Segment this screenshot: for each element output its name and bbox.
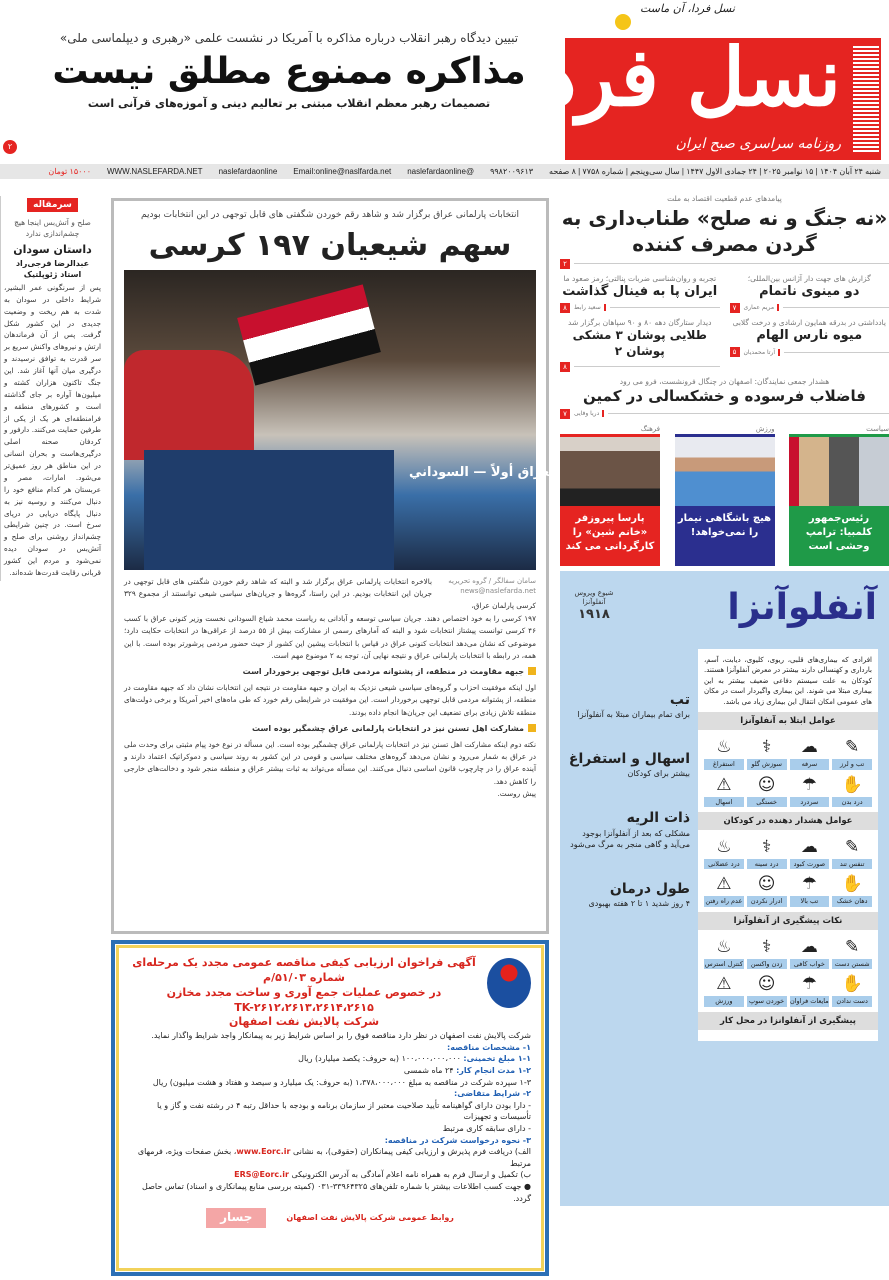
- grid-label: سردرد: [790, 797, 830, 807]
- grid-label: خستگی: [747, 797, 787, 807]
- side-text: برای تمام بیماران مبتلا به آنفلوآنزا: [577, 709, 690, 719]
- editorial-kicker: صلح و آتش‌بس اینجا هیچ چشم‌اندازی ندارد: [14, 218, 91, 239]
- grid-item: [704, 872, 744, 906]
- lead-story: [24, 30, 554, 110]
- price: ۱۵۰۰۰ تومان: [48, 167, 91, 176]
- right-column: [560, 194, 889, 1206]
- phone: ۹۹۸۲۰۰۹۶۱۳: [490, 167, 534, 176]
- card-caption: هیچ باشگاهی نیمار را نمی‌خواهد!: [675, 506, 775, 566]
- masthead-tagline: روزنامه سراسری صبح ایران: [675, 136, 841, 152]
- grid-label: دهان خشک: [832, 896, 872, 906]
- top-story-kicker: پیامدهای عدم قطعیت اقتصاد به ملت: [667, 194, 782, 203]
- pictogram-icon: ♨: [716, 737, 732, 758]
- grid-label: سرفه: [790, 759, 830, 769]
- grid-label: درد بدن: [832, 797, 872, 807]
- website-link[interactable]: WWW.NASLEFARDA.NET: [107, 167, 203, 176]
- page-badge: ۲: [560, 259, 570, 269]
- lead-kicker: تبیین دیدگاه رهبر انقلاب درباره مذاکره با آمریکا در نشست علمی «رهبری و دیپلماسی ملی»: [59, 31, 519, 45]
- tender-advertisement: [111, 940, 549, 1276]
- pictogram-icon: ✋: [841, 774, 863, 795]
- pictogram-icon: ☂: [801, 974, 817, 995]
- masthead-slogan: نسل فردا، آن ماست: [640, 2, 735, 15]
- editorial-title[interactable]: داستان سودان: [13, 242, 92, 256]
- editorial-author: عبدالرضا فرجی‌راد: [15, 258, 90, 268]
- grid-item: [747, 935, 787, 969]
- grid-label: کنترل استرس: [704, 959, 743, 968]
- grid-item: [832, 872, 872, 906]
- grid-item: [747, 835, 787, 869]
- page-badge: ۸: [560, 362, 570, 372]
- divider: [574, 366, 720, 367]
- card-photo: [789, 434, 889, 506]
- grid-item: [832, 935, 872, 969]
- grid-label: خوردن سوپ: [747, 996, 787, 1006]
- pictogram-icon: ⚕: [762, 737, 772, 758]
- teaser-card-politics[interactable]: [789, 424, 889, 566]
- story-headline[interactable]: میوه نارس الهام: [756, 328, 863, 344]
- side-note: [566, 880, 690, 909]
- infographic-title: آنفلوآنزا: [727, 586, 877, 628]
- grid-item: [704, 972, 744, 1006]
- byline-author: سامان سفالگر / گروه تحریریه: [448, 576, 536, 585]
- pictogram-icon: ✎: [845, 737, 860, 758]
- grid-item: [790, 735, 830, 769]
- story-author: مریم عماری: [744, 304, 780, 311]
- story-headline[interactable]: ایران پا به فینال گذاشت: [562, 284, 718, 299]
- warning-grid: [704, 835, 872, 907]
- lead-subheadline: تصمیمات رهبر معظم انقلاب مبتنی بر تعالیم دینی و آموزه‌های قرآنی است: [87, 97, 491, 111]
- grid-label: دست ندادن: [832, 996, 872, 1006]
- grid-item: [704, 735, 744, 769]
- story-kicker: تجربه و روان‌شناسی ضربات پنالتی؛ رمز صعود ما: [563, 273, 717, 283]
- grid-label: ادرار نکردن: [747, 896, 787, 906]
- body-paragraph: ۱۹۷ کرسی را به خود اختصاص دهند. جریان سیاسی توسعه و آبادانی به ریاست محمد شیاع السودانی نخست وزیر کنونی عراق با کسب ۴۶ کرسی توانست پیشتاز انتخابات شود و البته که آمارهای رسمی از مشارکت بیش از ۵۵ درصد از عراقی‌ها در انتخابات حکایت دارد؛ موضوعی که نشان می‌دهد انتخابات کنونی عراق در قیاس با انتخابات پیشین این کشور از حیث حضور مردمی پرشورتر بوده است. با این همه، در رابطه با انتخابات پارلمانی عراق و نتیجه نهایی آن، توجه به ۲ موضوع مهم است.: [124, 613, 536, 660]
- side-title: تب: [669, 691, 690, 708]
- ad-line: ، بخش صفحات ویژه، فرمهای مرتبط: [137, 1147, 531, 1168]
- red-car: [124, 350, 254, 460]
- pictogram-icon: ✋: [841, 974, 863, 995]
- influenza-infographic: [560, 571, 889, 1206]
- story-author: آرتا محمدیان: [744, 349, 781, 356]
- body-paragraph: نکته دوم اینکه مشارکت اهل تسنن نیز در انتخابات پارلمانی عراق چشمگیر بوده است. این مسأله در نوع خود پیام مثبتی برای وحدت ملی در عراق به شمار می‌رود و نشان می‌دهد گروه‌های مختلف سیاسی و قومی در این کشور به روند سیاسی و دموکراتیک اعتماد دارند و آینده عراق را در چارچوب قانون اساسی دنبال می‌کنند. این مسأله می‌تواند به ثبات بیشتر عراق و منطقه منجر شود و دخالت‌های خارجی را کاهش دهد.: [124, 739, 536, 786]
- grid-label: اسهال: [704, 797, 744, 807]
- section-heading: مشارکت اهل تسنن نیز در انتخابات پارلمانی عراق چشمگیر بوده است: [124, 722, 536, 736]
- ad-stamp: جسار: [206, 1208, 266, 1227]
- editorial-author-role: استاد ژئوپلتیک: [23, 269, 82, 279]
- grid-label: سوزش گلو: [747, 759, 787, 769]
- year-label: شیوع ویروس آنفلوآنزا: [574, 588, 614, 606]
- top-story-headline[interactable]: «نه جنگ و نه صلح» طناب‌داری به گردن مصرف کننده: [561, 205, 888, 256]
- page-number-badge: ۲: [3, 140, 17, 154]
- grid-item: [832, 835, 872, 869]
- section-heading: نکات پیشگیری از آنفلوآنزا: [698, 912, 878, 930]
- email-link[interactable]: Email:online@naslfarda.net: [293, 167, 392, 176]
- section-heading: پیشگیری از آنفلوانزا در محل کار: [698, 1012, 878, 1030]
- ad-line: ۱-۳ سپرده شرکت در مناقصه به مبلغ ۱،۳۷۸،۰۰۰،۰۰۰ (به حروف: یک میلیارد و سیصد و هفتاد و هشت میلیون) ریال: [152, 1077, 531, 1087]
- grid-item: [832, 773, 872, 807]
- sun-icon: [615, 14, 631, 30]
- editorial-body: پس از سرنگونی عمر البشیر، شرایط داخلی در سودان به شدت به هم ریخت و وضعیت جدیدی در این کشور شکل گرفت. پس از آن فرماندهان ارتش و نیروهای واکنش سریع بر سر قدرت به توافق نرسیدند و درگیری میان آنها آغاز شد. این جنگ تاکنون هزاران کشته و میلیون‌ها آواره بر جای گذاشته است و کشورهای منطقه و فرامنطقه‌ای هر یک از یکی از طرفین حمایت می‌کنند. دارفور و کردفان صحنه اصلی درگیری‌هاست و بحران انسانی در این مناطق هر روز عمیق‌تر می‌شود. امارات، مصر و عربستان هر کدام منافع خود را دنبال می‌کنند و روسیه نیز به دنبال پایگاه دریایی در دریای سرخ است. در چنین شرایطی چشم‌انداز روشنی برای صلح و آتش‌بس در سودان دیده نمی‌شود و مردم این کشور قربانی رقابت قدرت‌ها شده‌اند.: [4, 282, 101, 577]
- ad-contact: ● جهت کسب اطلاعات بیشتر با شماره تلفن‌های ۳۳۹۶۴۳۲۵-۰۳۱ (کمیته بررسی منابع پیمانکاری و اسناد) تماس حاصل گردد.: [142, 1181, 531, 1203]
- main-story-kicker: انتخابات پارلمانی عراق برگزار شد و شاهد رقم خوردن شگفتی های قابل توجهی در این انتخابات بودیم: [140, 210, 520, 220]
- year-value: ۱۹۱۸: [578, 606, 610, 622]
- story-item: [730, 318, 889, 372]
- teaser-cards: [560, 424, 889, 566]
- side-title: اسهال و استفراغ: [568, 750, 690, 767]
- grid-item: [747, 773, 787, 807]
- divider: [783, 307, 889, 308]
- grid-label: درد عضلانی: [704, 859, 744, 869]
- grid-label: خواب کافی: [790, 959, 830, 969]
- divider: [610, 307, 720, 308]
- section-heading: عوامل ابتلا به آنفلوآنزا: [698, 712, 878, 730]
- grid-label: استفراغ: [704, 759, 744, 769]
- pictogram-icon: ☁: [800, 936, 818, 957]
- teaser-card-culture[interactable]: [560, 424, 660, 566]
- card-caption: رئیس‌جمهور کلمبیا: ترامپ وحشی است: [789, 506, 889, 566]
- grid-item: [747, 972, 787, 1006]
- ad-section: ۲- شرایط متقاضی:: [454, 1089, 531, 1099]
- side-note: [566, 691, 690, 720]
- section-heading: عوامل هشدار دهنده در کودکان: [698, 812, 878, 830]
- grid-item: [704, 773, 744, 807]
- main-story-text: [124, 576, 536, 801]
- infographic-panel: [698, 649, 878, 1041]
- side-text: بیشتر برای کودکان: [627, 769, 690, 779]
- ad-section: ۱- مشخصات مناقصه:: [447, 1042, 531, 1052]
- top-story: [560, 194, 889, 269]
- ad-label: ۱-۱ مبلغ تخمینی:: [463, 1054, 531, 1064]
- story-item: [560, 377, 889, 419]
- story-author: دریا وفایی: [574, 410, 604, 417]
- story-author: سعید رابط: [574, 304, 606, 311]
- story-kicker: هشدار جمعی نمایندگان: اصفهان در چنگال فرونشست، فرو می رود: [619, 376, 830, 386]
- section-heading: جبهه مقاومت در منطقه، از پشتوانه مردمی قابل توجهی برخوردار است: [124, 665, 536, 679]
- pictogram-icon: ⚠: [716, 774, 732, 795]
- ad-line: الف) دریافت فرم پذیرش و ارزیابی کیفی پیمانکاران (حقوقی)، به نشانی: [293, 1147, 531, 1157]
- side-notes: [566, 691, 690, 910]
- card-category: فرهنگ: [640, 424, 660, 433]
- card-photo: [675, 434, 775, 506]
- masthead-logo: [518, 30, 881, 160]
- symptom-grid: [704, 735, 872, 807]
- editorial-tag: سرمقاله: [27, 198, 78, 212]
- story-item: [560, 318, 720, 372]
- byline-email[interactable]: news@naslefarda.net: [460, 587, 536, 596]
- grid-item: [790, 872, 830, 906]
- divider: [608, 413, 889, 414]
- page-badge: ۵: [730, 347, 740, 357]
- byline: [440, 576, 536, 597]
- side-note: [566, 809, 690, 850]
- ad-title: آگهی فراخوان ارزیابی کیفی مناقصه عمومی مجدد یک مرحله‌ای شماره ۵۱/۰۳/م: [132, 956, 476, 984]
- story-item: [730, 274, 889, 313]
- story-headline[interactable]: فاضلاب فرسوده و خشکسالی در کمین: [583, 387, 866, 406]
- side-note: [566, 750, 690, 779]
- main-story-frame: [111, 198, 559, 934]
- grid-item: [832, 735, 872, 769]
- pictogram-icon: ✎: [845, 936, 860, 957]
- pictogram-icon: ⚠: [716, 874, 732, 895]
- page-badge: ۷: [560, 409, 570, 419]
- middle-column: [111, 198, 559, 1276]
- prevention-grid: [704, 935, 872, 1007]
- oil-company-logo: [487, 958, 531, 1008]
- pictogram-icon: ☁: [800, 737, 818, 758]
- ad-line: - دارا بودن دارای گواهینامه تأیید صلاحیت معتبر از سازمان برنامه و بودجه با حداقل رتبه ۴ در رشته نفت و گاز و یا تأسیسات و تجهیزات: [157, 1100, 531, 1122]
- ad-value: ۱۰۰،۰۰۰،۰۰۰،۰۰۰ (به حروف: یکصد میلیارد) ریال: [298, 1054, 464, 1064]
- story-kicker: گزارش های جهت دار آژانس بین‌المللی؛: [747, 273, 871, 283]
- divider: [574, 263, 889, 264]
- side-text: ۴ روز شدید ۱ تا ۲ هفته بهبودی: [588, 899, 690, 909]
- grid-label: عدم راه رفتن: [705, 897, 743, 906]
- instagram-link[interactable]: naslefardaonline: [218, 167, 278, 176]
- pictogram-icon: ✋: [841, 874, 863, 895]
- pictogram-icon: ☂: [801, 874, 817, 895]
- page-badge: ۷: [730, 303, 740, 313]
- grid-label: مایعات فراوان: [789, 997, 829, 1006]
- story-headline[interactable]: طلایی پوشان ۳ مشکی پوشان ۲: [572, 328, 707, 358]
- pictogram-icon: ☺: [757, 774, 776, 795]
- side-title: طول درمان: [609, 880, 690, 897]
- pictogram-icon: ⚕: [762, 936, 772, 957]
- ad-line: ب) تکمیل و ارسال فرم به همراه نامه اعلام آمادگی به آدرس الکترونیکی: [291, 1170, 531, 1180]
- teaser-card-sports[interactable]: [675, 424, 775, 566]
- story-grid: [560, 274, 889, 372]
- side-text: مشکلی که بعد از آنفلوآنزا بوجود می‌آید و گاهی منجر به مرگ می‌شود: [570, 828, 690, 849]
- ad-section: ۳- نحوه درخواست شرکت در مناقصه:: [384, 1135, 531, 1145]
- poster-text: العراق أولاً — السوداني: [409, 464, 559, 480]
- story-item: [560, 274, 720, 313]
- story-kicker: یادداشتی در بدرقه همایون ارشادی و درخت گلابی: [732, 317, 886, 327]
- story-headline[interactable]: دو مینوی ناتمام: [759, 284, 860, 299]
- campaign-poster: [144, 450, 394, 570]
- grid-item: [704, 935, 744, 969]
- pictogram-icon: ☁: [800, 836, 818, 857]
- grid-label: ورزش: [704, 996, 744, 1006]
- card-category: سیاست: [866, 424, 889, 433]
- grid-item: [704, 835, 744, 869]
- main-story-headline[interactable]: سهم شیعیان ۱۹۷ کرسی: [148, 227, 512, 263]
- page-badge: ۸: [560, 303, 570, 313]
- ad-title: در خصوص عملیات جمع آوری و ساخت مجدد مخازن TK-۲۶۱۲،۲۶۱۳،۲۶۱۴،۲۶۱۵: [166, 985, 442, 1014]
- ad-label: ۱-۲ مدت انجام کار:: [456, 1066, 531, 1075]
- ad-title: شرکت پالایش نفت اصفهان: [228, 1015, 380, 1029]
- grid-item: [790, 935, 830, 969]
- ad-value: ۲۴ ماه شمسی: [403, 1066, 457, 1075]
- pictogram-icon: ⚕: [762, 836, 772, 857]
- issue-date: شنبه ۲۴ آبان ۱۴۰۴ | ۱۵ نوامبر ۲۰۲۵ | ۲۴ جمادی الاول ۱۴۴۷ | سال سی‌وپنجم | شماره ۷۷۵۸ | ۸ صفحه: [549, 167, 881, 176]
- pictogram-icon: ✎: [845, 836, 860, 857]
- pictogram-icon: ☺: [757, 974, 776, 995]
- body-paragraph: اول اینکه موفقیت احزاب و گروه‌های سیاسی شیعی نزدیک به ایران و جبهه مقاومت در نتیجه این انتخابات نشان داد که جبهه مقاومت در منطقه، از پشتوانه مردمی قابل توجهی برخوردار است. این موفقیت در شرایطی رقم خورد که طی ماه‌های اخیر آمریکا و برخی دولت‌های منطقه تلاش زیادی برای تضعیف این جریان‌ها انجام داده بودند.: [124, 682, 536, 717]
- infographic-intro: افرادی که بیماری‌های قلبی، ریوی، کلیوی، دیابت، آسم، بارداری و کهنسالی دارند بیشتر در معرض آنفلوآنزا هستند. کودکان به علت سیستم دفاعی ضعیف بیشتر به این بیماری مبتلا می شوند. این بیماری واگیردار است در مکان های عمومی امکان انتقال این بیماری زیاد می باشد.: [704, 655, 872, 706]
- main-story-photo: [124, 270, 559, 570]
- editorial-column: [0, 196, 104, 581]
- iraq-flag: [237, 284, 381, 385]
- card-photo: [560, 434, 660, 506]
- divider: [784, 352, 889, 353]
- grid-label: صورت کبود: [790, 859, 830, 869]
- grid-item: [790, 773, 830, 807]
- ad-intro: شرکت پالایش نفت اصفهان در نظر دارد مناقصه فوق را بر اساس شرایط زیر به پیمانکار واجد شرایط واگذار نماید.: [151, 1031, 531, 1041]
- ad-email-link[interactable]: ERS@Eorc.ir: [234, 1170, 289, 1180]
- barcode: [853, 46, 879, 152]
- ad-line: - دارای سابقه کاری مرتبط: [442, 1123, 531, 1133]
- ad-website-link[interactable]: www.Eorc.ir: [236, 1147, 291, 1157]
- pictogram-icon: ☂: [801, 774, 817, 795]
- telegram-link[interactable]: @naslefardaonline: [407, 167, 475, 176]
- grid-label: درد سینه: [747, 859, 787, 869]
- masthead-name: نسل فردا: [518, 30, 841, 124]
- grid-label: شستن دست: [832, 959, 872, 969]
- pictogram-icon: ☺: [757, 874, 776, 895]
- card-category: ورزش: [755, 424, 775, 433]
- grid-label: زدن واکسن: [747, 959, 787, 969]
- card-caption: پارسا پیروزفر «خانم شین» را کارگردانی می کند: [560, 506, 660, 566]
- grid-item: [790, 835, 830, 869]
- side-title: ذات الریه: [626, 810, 690, 827]
- grid-item: [832, 972, 872, 1006]
- ad-footer: روابط عمومی شرکت پالایش نفت اصفهان: [286, 1213, 454, 1223]
- grid-label: تب بالا: [790, 896, 830, 906]
- body-paragraph: پیش روست.: [497, 789, 536, 799]
- grid-label: تب و لرز: [832, 759, 872, 769]
- grid-label: تنفس تند: [832, 859, 872, 869]
- lead-headline[interactable]: مذاکره ممنوع مطلق نیست: [52, 51, 526, 93]
- pictogram-icon: ⚠: [716, 974, 732, 995]
- info-bar: [0, 164, 889, 179]
- pictogram-icon: ♨: [716, 936, 732, 957]
- ad-footer-row: [129, 1208, 531, 1227]
- infographic-year: [566, 589, 622, 624]
- grid-item: [790, 972, 830, 1006]
- grid-item: [747, 872, 787, 906]
- main-story-intro: بالاخره انتخابات پارلمانی عراق برگزار شد و البته که شاهد رقم خوردن شگفتی های قابل توجهی در جریان این انتخابات بودیم. در این راستا، گروه‌ها و جریان‌های سیاسی شیعی توانستند از مجموع ۳۲۹ کرسی پارلمان عراق،: [124, 576, 536, 611]
- pictogram-icon: ♨: [716, 836, 732, 857]
- story-kicker: دیدار ستارگان دهه ۸۰ و ۹۰ سپاهان برگزار شد: [568, 317, 712, 327]
- grid-item: [747, 735, 787, 769]
